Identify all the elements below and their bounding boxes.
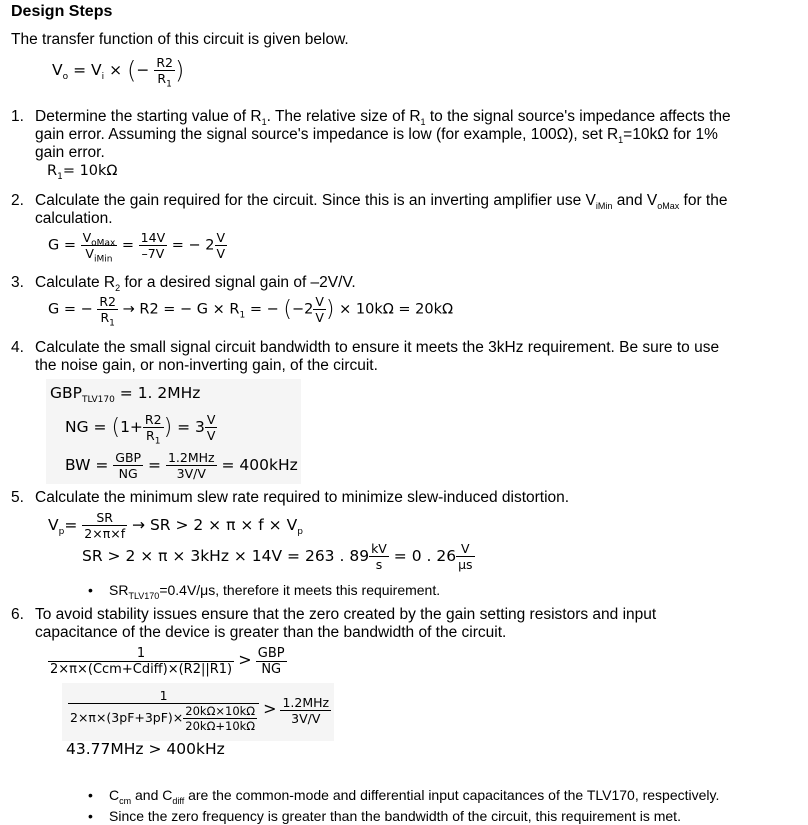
step-5-line-1: Calculate the minimum slew rate required to minimize slew-induced distortion.: [35, 489, 570, 506]
gbp-equation: $GBP_{TLV170} = 1$. 2MHz: [50, 384, 201, 406]
tf-lhs-sub: o: [62, 72, 69, 83]
step-5-number: 5.: [11, 489, 24, 506]
sr-equation: SR > 2 × π × 3kHz × 14V = 263 . 89 $\frac{kV}{s}$ = 0 . 26 $\frac{V}{\mu s}$: [82, 541, 473, 572]
step-4-number: 4.: [11, 339, 24, 356]
tf-lparen: (: [127, 56, 137, 85]
step-5-bullet: •: [88, 582, 93, 598]
step-5-bullet-text: $SR_{TLV170}=0.4V/\mu s$, therefore it meets this requirement.: [109, 582, 441, 601]
step-1-equation: $R_1= 10k\Omega$: [47, 163, 118, 182]
tf-den: R: [157, 71, 167, 86]
tf-den-sub: 1: [166, 79, 172, 90]
page-title: Design Steps: [11, 3, 113, 20]
step-6-line-1: To avoid stability issues ensure that the zero created by the gain setting resistors and input: [35, 606, 657, 623]
tf-times: ×: [109, 61, 123, 79]
step-6-line-2: capacitance of the device is greater than the bandwidth of the circuit.: [35, 624, 507, 641]
note-1-bullet: •: [88, 787, 93, 803]
tf-fraction: [154, 55, 175, 90]
step-1-line-1: Determine the starting value of $R_1$. The relative size of $R_1$ to the signal source's impedance affects the: [35, 108, 731, 128]
step-4-line-2: the noise gain, or non-inverting gain, of the circuit.: [35, 357, 378, 374]
ng-equation: NG = (1+ $\frac{R2}{R_1}$ ) = 3 $\frac{V}{V}$: [65, 412, 216, 447]
step-1-line-3: gain error.: [35, 144, 105, 161]
intro-text: The transfer function of this circuit is given below.: [11, 31, 349, 48]
step-2-line-2: calculation.: [35, 210, 113, 227]
step-1-number: 1.: [11, 108, 24, 125]
step-3-equation: G = − $\frac{R2}{R_1}$ → R2 = − $G \times R_1$ = − (−2 $\frac{V}{V}$ ) × 10kΩ = 20kΩ: [48, 294, 454, 329]
step-2-number: 2.: [11, 192, 24, 209]
step-3-line-1: Calculate $R_2$ for a desired signal gain of –2V/V.: [35, 274, 356, 294]
note-2-text: Since the zero frequency is greater than the bandwidth of the circuit, this requirement is met.: [109, 808, 681, 824]
tf-rparen: ): [174, 56, 185, 85]
zero-inequality: $\frac{1}{\text{2×π×(Ccm+Cdiff)×(R2||R1)}}$ > $\frac{\text{GBP}}{NG}$: [50, 646, 285, 677]
zero-substituted: 1 2×π×(3pF+3pF)× $\frac{20k\Omega\times 10k\Omega}{20k\Omega+10k\Omega}$ > $\frac{\text{1.2MHz}}{3V/V}$: [70, 688, 330, 733]
step-1-line-2: gain error. Assuming the signal source's impedance is low (for example, 100Ω), set $R_1=10k\Omega$ for 1%: [35, 126, 718, 146]
tf-minus: −: [136, 61, 150, 79]
step-2-line-1: Calculate the gain required for the circuit. Since this is an inverting amplifier use $V_{iMin}$ and $V_{oMax}$ for the: [35, 192, 728, 212]
tf-vi: V: [91, 61, 102, 79]
tf-vi-sub: i: [101, 72, 105, 83]
tf-num: R2: [156, 55, 173, 70]
note-1-text: $C_{cm}$ and $C_{diff}$ are the common-mode and differential input capacitances of the TLV170, respectively.: [109, 787, 720, 806]
step-3-number: 3.: [11, 274, 24, 291]
zero-result: 43.77MHz > 400kHz: [66, 740, 225, 758]
vp-equation: $V_p=$ $\frac{SR}{2\times\pi\times f}$ → SR > $2 \times \pi \times f \times V_p$: [48, 510, 303, 541]
bw-equation: BW = $\frac{\text{GBP}}{NG}$ = $\frac{\text{1.2MHz}}{3V/V}$ = 400kHz: [65, 450, 298, 481]
transfer-function: [52, 55, 185, 90]
step-2-equation: G = $\frac{V_{oMax}}{V_{iMin}}$ = $\frac{14V}{-7V}$ = − 2 $\frac{V}{V}$: [48, 230, 226, 265]
tf-lhs: V: [52, 61, 63, 79]
note-2-bullet: •: [88, 808, 93, 824]
step-4-line-1: Calculate the small signal circuit bandwidth to ensure it meets the 3kHz requirement. Be sure to use: [35, 339, 720, 356]
step-6-number: 6.: [11, 606, 24, 623]
tf-eq: =: [73, 61, 87, 79]
